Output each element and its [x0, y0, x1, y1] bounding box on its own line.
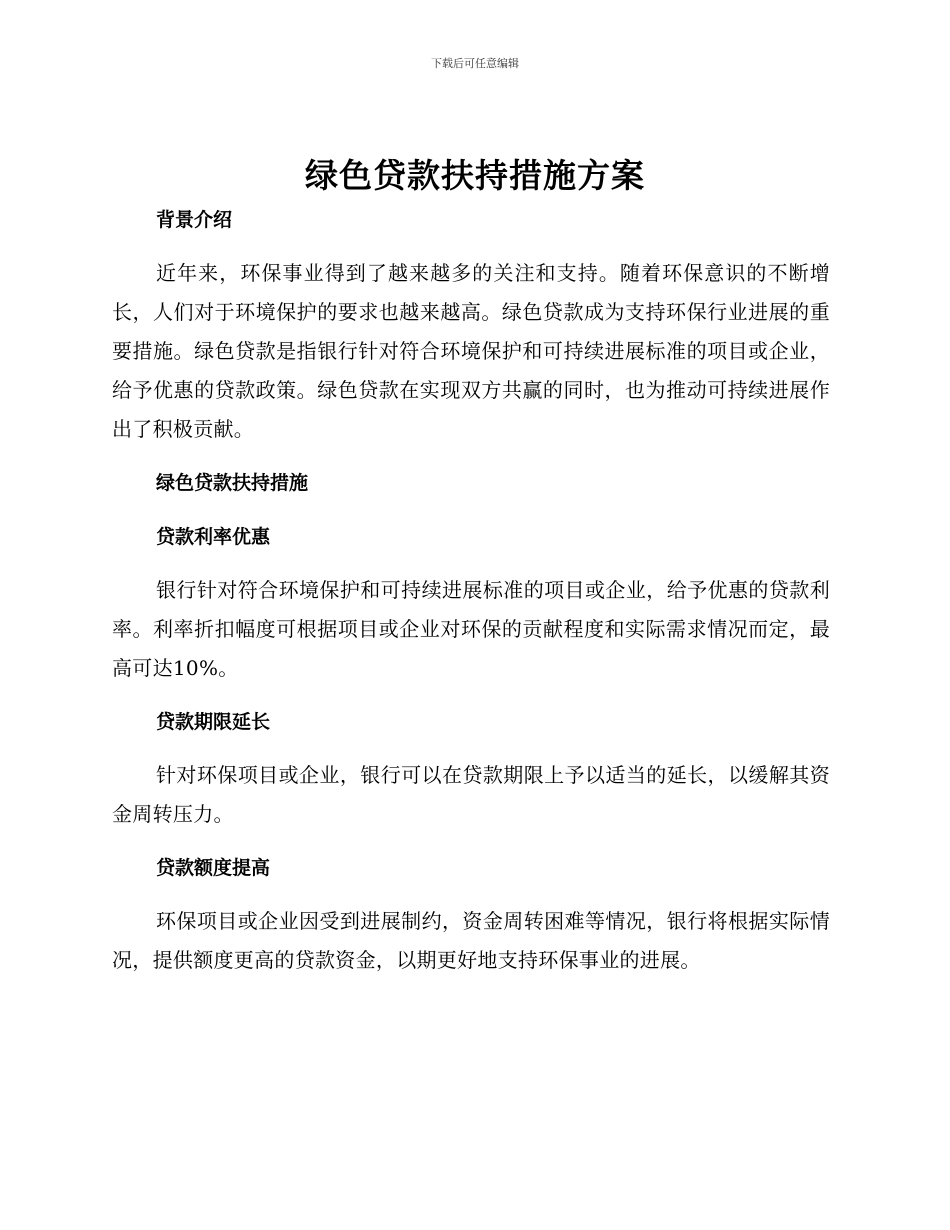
- header-note: 下载后可任意编辑: [431, 57, 519, 70]
- section-heading-loan-amount: 贷款额度提高: [156, 857, 271, 879]
- document-body: [112, 200, 830, 980]
- section-heading-background: 背景介绍: [156, 209, 233, 231]
- section-paragraph-background: 近年来，环保事业得到了越来越多的关注和支持。随着环保意识的不断增长，人们对于环境保护的要求也越来越高。绿色贷款成为支持环保行业进展的重要措施。绿色贷款是指银行针对符合环境保护和可持续进展标准的项目或企业，给予优惠的贷款政策。绿色贷款在实现双方共赢的同时，也为推动可持续进展作出了积极贡献。: [112, 261, 830, 441]
- section-paragraph-loan-amount: 环保项目或企业因受到进展制约，资金周转困难等情况，银行将根据实际情况，提供额度更高的贷款资金，以期更好地支持环保事业的进展。: [112, 909, 830, 972]
- section-paragraph-loan-term: 针对环保项目或企业，银行可以在贷款期限上予以适当的延长，以缓解其资金周转压力。: [112, 763, 830, 826]
- section-heading-measures: 绿色贷款扶持措施: [156, 472, 309, 494]
- section-paragraph-interest-rate: 银行针对符合环境保护和可持续进展标准的项目或企业，给予优惠的贷款利率。利率折扣幅度可根据项目或企业对环保的贡献程度和实际需求情况而定，最高可达10%。: [112, 578, 830, 680]
- section-heading-loan-term: 贷款期限延长: [156, 711, 271, 733]
- section-heading-interest-rate: 贷款利率优惠: [156, 526, 271, 548]
- document-title: 绿色贷款扶持措施方案: [305, 156, 645, 195]
